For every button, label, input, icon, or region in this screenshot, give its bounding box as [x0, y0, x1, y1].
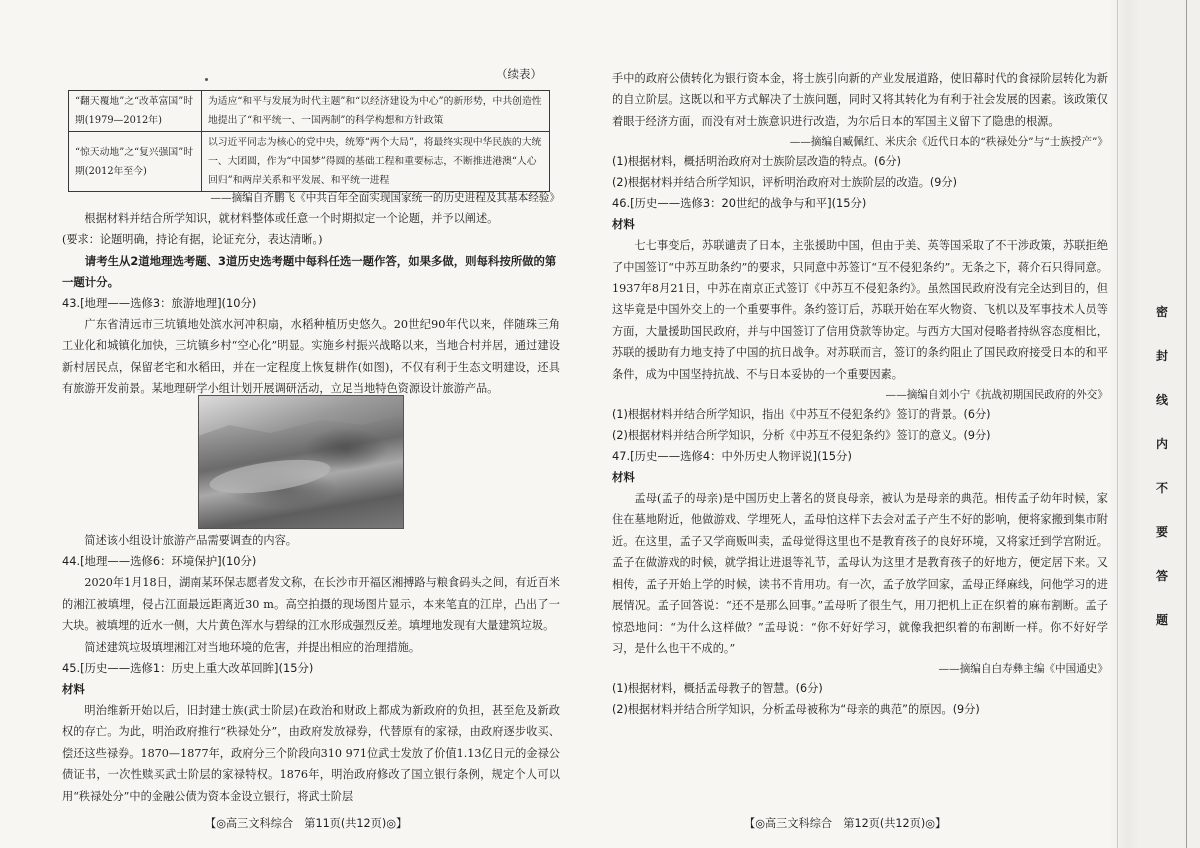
- right-page: [612, 0, 1108, 848]
- material-label: 材料: [612, 470, 635, 485]
- q45-source: ——摘编自臧佩红、米庆余《近代日本的“秩禄处分”与“士族授产”》: [789, 136, 1108, 149]
- q42-task: 根据材料并结合所学知识，就材料整体或任意一个时期拟定一个论题，并予以阐述。: [84, 212, 499, 225]
- q45-text: 明治维新开始以后，旧封建士族(武士阶层)在政治和财政上都成为新政府的负担，甚至危及新政权的存亡。为此，明治政府推行“秩禄处分”，由政府发放禄券，代替原有的家禄，由政府逐步收买、偿还这些禄券。1870—1877年，政府分三个阶段向310 971位武士发放了价值1.13亿日元的金禄公债证书，一次性赎买武士阶层的家禄特权。1876年，明治政府修改了国立银行条例，规定个人可以用“秩禄处分”中的金融公债为资本金设立银行，将武士阶层: [62, 704, 560, 803]
- seal-char: 答: [1155, 569, 1168, 583]
- seal-line-sidebar: [1142, 0, 1200, 848]
- q44-text: 2020年1月18日，湖南某环保志愿者发文称，在长沙市开福区湘搏路与粮食码头之间，有近百米的湘江被填埋，侵占江面最远距离近30 m。高空拍摄的现场图片显示，本来笔直的江岸，凸出了一大块。被填埋的近水一侧，大片黄色浑水与碧绿的江水形成强烈反差。填埋地发现有大量建筑垃圾。: [62, 576, 560, 633]
- q43-text: 广东省清远市三坑镇地处滨水河冲积扇，水稻种植历史悠久。20世纪90年代以来，伴随珠三角工业化和城镇化加快，三坑镇乡村“空心化”明显。实施乡村振兴战略以来，当地合村并居，通过建设新村居民点，保留老宅和水稻田，并在一定程度上恢复耕作(如图)，不仅有利于生态文明建设，还具有旅游开发前景。某地理研学小组计划开展调研活动，立足当地特色资源设计旅游产品。: [62, 317, 560, 396]
- page-footer-12: 【◎高三文科综合 第12页(共12页)◎】: [744, 817, 947, 830]
- photo-mountain: [199, 396, 403, 449]
- table-cell-period: “翻天覆地”之“改革富国”时期(1979—2012年): [69, 91, 202, 132]
- q45-subquestion-2: (2)根据材料并结合所学知识，评析明治政府对士族阶层的改造。(9分): [612, 175, 957, 189]
- seal-line: [1186, 0, 1187, 848]
- q47-heading: 47.[历史——选修4：中外历史人物评说](15分): [612, 449, 852, 464]
- seal-char: 要: [1155, 525, 1168, 539]
- q46-heading: 46.[历史——选修3：20世纪的战争与和平](15分): [612, 196, 867, 211]
- q47-subquestion-2: (2)根据材料并结合所学知识，分析孟母被称为“母亲的典范”的原因。(9分): [612, 702, 980, 716]
- seal-warning: [1150, 290, 1174, 642]
- table-source: ——摘编自齐鹏飞《中共百年全面实现国家统一的历史进程及其基本经验》: [210, 192, 560, 204]
- material-label: 材料: [612, 217, 635, 232]
- q43-heading: 43.[地理——选修3：旅游地理](10分): [62, 295, 257, 310]
- seal-char: 封: [1155, 349, 1168, 363]
- q46-subquestion-1: (1)根据材料并结合所学知识，指出《中苏互不侵犯条约》签订的背景。(6分): [612, 408, 991, 422]
- binding-shadow: [1108, 0, 1142, 848]
- q44-question: 简述建筑垃圾填埋湘江对当地环境的危害，并提出相应的治理措施。: [84, 640, 421, 654]
- continued-label: （续表）: [496, 67, 542, 81]
- q47-source: ——摘编自白寿彝主编《中国通史》: [938, 663, 1108, 676]
- seal-char: 密: [1155, 305, 1168, 319]
- table-row: [69, 91, 550, 132]
- q45-heading: 45.[历史——选修1：历史上重大改革回眸](15分): [62, 661, 314, 676]
- page-footer-11: 【◎高三文科综合 第11页(共12页)◎】: [205, 817, 408, 830]
- q44-heading: 44.[地理——选修6：环境保护](10分): [62, 554, 257, 569]
- q45-text-continued: 手中的政府公债转化为银行资本金，将士族引向新的产业发展道路，使旧幕时代的食禄阶层转化为新的自立阶层。这既以和平方式解决了士族问题，同时又将其转化为有利于社会发展的因素。该政策仅着眼于经济方面，而没有对士族意识进行改造，为尔后日本的军国主义留下了隐患的根源。: [612, 72, 1108, 128]
- q45-subquestion-1: (1)根据材料，概括明治政府对士族阶层改造的特点。(6分): [612, 155, 902, 169]
- seal-char: 内: [1155, 437, 1168, 451]
- q47-subquestion-1: (1)根据材料，概括孟母教子的智慧。(6分): [612, 682, 823, 696]
- table-cell-content: 以习近平同志为核心的党中央，统筹“两个大局”，将最终实现中华民族的大统一、大团圆，作为“中国梦”得圆的基础工程和重要标志，不断推进港澳“人心回归”和两岸关系和平发展、和平统一进程: [202, 132, 550, 192]
- q46-source: ——摘编自刘小宁《抗战初期国民政府的外交》: [885, 389, 1108, 402]
- q46-text: 七七事变后，苏联谴责了日本，主张援助中国，但由于美、英等国采取了不干涉政策，苏联拒绝了中国签订“中苏互助条约”的要求，只同意中苏签订“互不侵犯条约”。无条之下，蒋介石只得同意。1937年8月21日，中苏在南京正式签订《中苏互不侵犯条约》。虽然国民政府没有完全达到目的，但这毕竟是中国外交上的一个重要事件。条约签订后，苏联开始在军火物资、飞机以及军事技术人员等方面，大量援助国民政府，并与中国签订了信用贷款等协定。与西方大国对侵略者持纵容态度相比，苏联的援助有力地支持了中国的抗日战争。对苏联而言，签订的条约阻止了国民政府接受日本的和平条件，成为中国坚持抗战、不与日本妥协的一个重要因素。: [612, 239, 1108, 381]
- table-cell-period: “惊天动地”之“复兴强国”时期(2012年至今): [69, 132, 202, 192]
- q46-subquestion-2: (2)根据材料并结合所学知识，分析《中苏互不侵犯条约》签订的意义。(9分): [612, 428, 991, 442]
- ink-dot: [205, 78, 208, 81]
- unification-table: [68, 90, 550, 192]
- material-label: 材料: [62, 682, 85, 697]
- seal-char: 线: [1155, 393, 1168, 407]
- elective-instruction: 请考生从2道地理选考题、3道历史选考题中每科任选一题作答，如果多做，则每科按所做的第一题计分。: [62, 253, 557, 289]
- q43-question: 简述该小组设计旅游产品需要调查的内容。: [84, 534, 297, 547]
- q42-requirement: (要求：论题明确，持论有据，论证充分，表达清晰。): [62, 233, 323, 247]
- seal-char: 题: [1155, 613, 1168, 627]
- seal-char: 不: [1155, 481, 1168, 495]
- village-aerial-photo: [198, 395, 404, 529]
- table-cell-content: 为适应“和平与发展为时代主题”和“以经济建设为中心”的新形势，中共创造性地提出了“和平统一、一国两制”的科学构想和方针政策: [202, 91, 550, 132]
- table-row: [69, 132, 550, 192]
- q47-text: 孟母(孟子的母亲)是中国历史上著名的贤良母亲，被认为是母亲的典范。相传孟子幼年时候，家住在墓地附近，他做游戏、学埋死人，孟母怕这样下去会对孟子产生不好的影响，便将家搬到集市附近。在这里，孟子又学商贩叫卖，孟母觉得这里也不是教育孩子的良好环境，又将家迁到学宫附近。孟子在做游戏的时候，就学揖让进退等礼节，孟母认为这里才是教育孩子的好地方，便定居下来。又相传，孟子开始上学的时候，读书不肯用功。有一次，孟子放学回家，孟母正绎麻线，问他学习的进展情况。孟子回答说：“还不是那么回事。”孟母听了很生气，用刀把机上正在织着的麻布割断。孟子惊恐地问：“为什么这样做？”孟母说：“你不好好学习，就像我把织着的布割断一样。你不好好学习，是什么也干不成的。”: [612, 492, 1108, 655]
- photo-river: [208, 454, 333, 500]
- left-page: [62, 0, 560, 848]
